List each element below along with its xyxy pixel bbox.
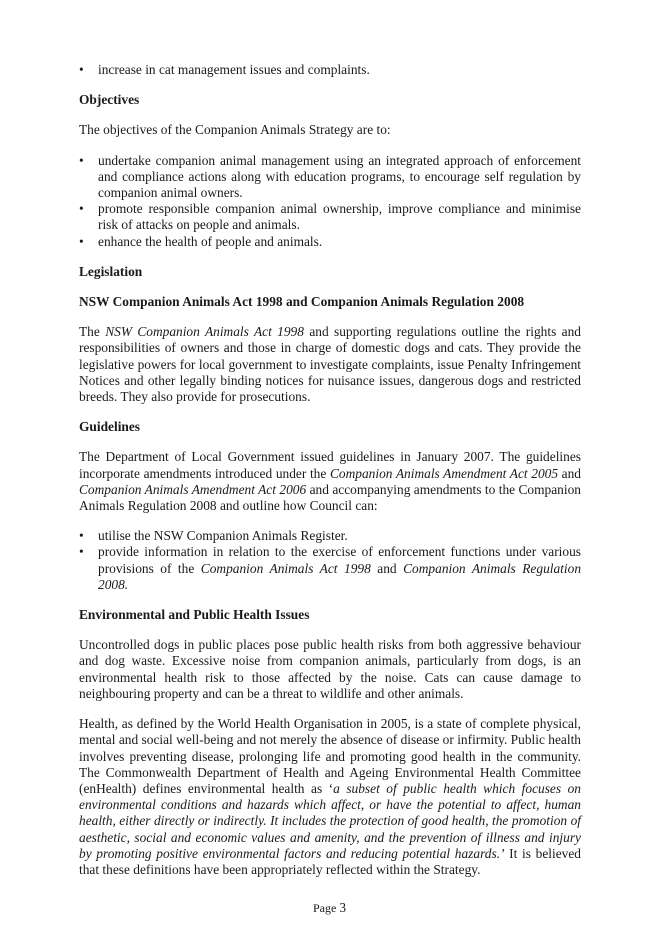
- document-page: [79, 62, 581, 878]
- act-title: Companion Animals Amendment Act 2006: [79, 481, 307, 497]
- act-title: NSW Companion Animals Act 1998: [105, 324, 304, 340]
- text-run: and accompanying amendments to the Companion Animals Regulation 2008 and outline how Council can:: [79, 481, 581, 514]
- list-item: [79, 544, 581, 593]
- section-heading-objectives: Objectives: [79, 92, 140, 108]
- list-item: [79, 528, 581, 544]
- bullet-icon: •: [79, 233, 84, 249]
- bullet-text: [98, 544, 581, 591]
- section-heading-legislation: Legislation: [79, 263, 143, 279]
- legislation-paragraph: [79, 324, 581, 405]
- quote: a subset of public health which focuses on environmental conditions and hazards which affect, or have the potential to affect, human health, either directly or indirectly. It includes the protection of good health, the promotion of aesthetic, social and economic values and amenity, and the prevention of illness and injury by promoting positive environmental factors and reducing potential hazards.’: [79, 780, 581, 861]
- environmental-paragraph-2: [79, 716, 581, 878]
- section-heading-environmental: Environmental and Public Health Issues: [79, 607, 310, 623]
- bullet-text: increase in cat management issues and complaints.: [98, 62, 370, 77]
- act-title: Companion Animals Amendment Act 2005: [329, 465, 559, 481]
- bullet-text: utilise the NSW Companion Animals Register.: [98, 528, 348, 544]
- subheading-act: NSW Companion Animals Act 1998 and Companion Animals Regulation 2008: [79, 294, 525, 310]
- bullet-icon: •: [79, 201, 84, 217]
- text-run: and supporting regulations outline the rights and responsibilities of owners and those in charge of domestic dogs and cats. They provide the legislative powers for local government to investigate complaints, issue Penalty Infringement Notices and other legally binding notices for nuisance issues, dangerous dogs and restricted breeds. They also provide for prosecutions.: [79, 324, 581, 405]
- text-run: provide information in relation to the exercise of enforcement functions under various provisions of the: [98, 544, 581, 576]
- section-heading-guidelines: Guidelines: [79, 419, 141, 435]
- list-item: [79, 153, 581, 202]
- list-item: [79, 234, 581, 250]
- objectives-lead: The objectives of the Companion Animals Strategy are to:: [79, 122, 391, 138]
- bullet-text: promote responsible companion animal ownership, improve compliance and minimise risk of attacks on people and animals.: [98, 201, 581, 233]
- page-footer: [0, 900, 659, 916]
- list-item: [79, 62, 581, 78]
- bullet-icon: •: [79, 152, 84, 168]
- act-title: Companion Animals Regulation 2008.: [98, 560, 582, 592]
- page-label: Page: [312, 901, 337, 915]
- bullet-icon: •: [79, 544, 84, 560]
- text-run: The Department of Local Government issued guidelines in January 2007. The guidelines incorporate amendments introduced under the: [79, 449, 581, 481]
- bullet-text: enhance the health of people and animals.: [98, 233, 323, 249]
- bullet-icon: •: [79, 528, 84, 544]
- text-run: The: [79, 324, 106, 340]
- text-run: and: [370, 560, 404, 576]
- text-run: It is believed that these definitions have been appropriately reflected within the Strategy.: [79, 845, 581, 877]
- bullet-icon: •: [79, 62, 84, 77]
- page-number: 3: [339, 900, 347, 915]
- guidelines-paragraph: [79, 449, 581, 514]
- text-run: Health, as defined by the World Health Organisation in 2005, is a state of complete physical, mental and social well-being and not merely the absence of disease or infirmity. Public health involves preventing disease, prolonging life and promoting good health in the community. The Commonwealth Department of Health and Ageing Environmental Health Committee (enHealth) defines environmental health as ‘: [79, 716, 581, 796]
- bullet-text: undertake companion animal management using an integrated approach of enforcement and compliance actions along with education programs, to encourage self regulation by companion animal owners.: [98, 152, 581, 201]
- act-title: Companion Animals Act 1998: [200, 560, 371, 576]
- text-run: and: [558, 465, 582, 481]
- list-item: [79, 201, 581, 233]
- environmental-paragraph-1: Uncontrolled dogs in public places pose public health risks from both aggressive behaviour and dog waste. Excessive noise from companion animals, particularly from dogs, is an environmental health risk to those affected by the noise. Cats can cause damage to neighbouring property and can be a threat to wildlife and other animals.: [79, 637, 581, 701]
